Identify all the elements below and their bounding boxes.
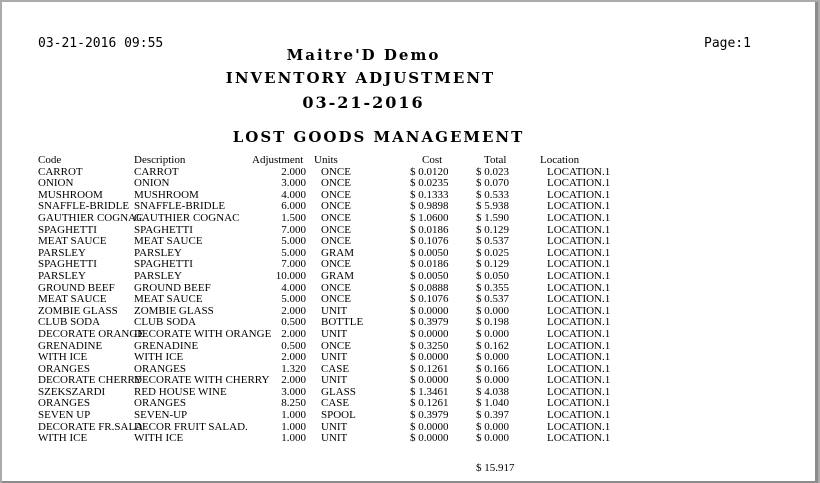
cell-code: PARSLEY: [38, 269, 86, 282]
cell-description: CARROT: [134, 165, 179, 178]
cell-description: PARSLEY: [134, 246, 182, 259]
cell-adjustment: 3.000: [281, 177, 306, 190]
report-date: 03-21-2016: [302, 93, 425, 112]
cell-code: GRENADINE: [38, 339, 103, 352]
cell-adjustment: 4.000: [281, 188, 306, 201]
cell-code: MEAT SAUCE: [38, 293, 107, 306]
cell-location: LOCATION.1: [547, 258, 611, 271]
cell-cost: $ 0.0000: [410, 327, 449, 340]
cell-cost: $ 0.3250: [410, 339, 449, 352]
cell-units: ONCE: [321, 188, 351, 201]
cell-location: LOCATION.1: [547, 235, 611, 248]
cell-code: MEAT SAUCE: [38, 235, 107, 248]
cell-description: RED HOUSE WINE: [134, 385, 227, 398]
page-number: Page:1: [704, 36, 751, 51]
cell-cost: $ 0.1076: [410, 293, 449, 306]
cell-location: LOCATION.1: [547, 223, 611, 236]
cell-location: LOCATION.1: [547, 374, 611, 387]
cell-units: UNIT: [321, 351, 348, 364]
cell-location: LOCATION.1: [547, 269, 611, 282]
cell-total: $ 0.533: [476, 188, 509, 201]
cell-location: LOCATION.1: [547, 432, 611, 445]
cell-adjustment: 7.000: [281, 258, 306, 271]
cell-total: $ 0.162: [476, 339, 509, 352]
cell-location: LOCATION.1: [547, 211, 611, 224]
report-datetime: 03-21-2016 09:55: [38, 36, 164, 51]
cell-cost: $ 1.3461: [410, 385, 449, 398]
cell-description: DECOR FRUIT SALAD.: [134, 420, 248, 433]
cell-adjustment: 1.000: [281, 432, 306, 445]
cell-total: $ 5.938: [476, 200, 509, 213]
cell-location: LOCATION.1: [547, 351, 611, 364]
cell-adjustment: 1.320: [281, 362, 306, 375]
cell-total: $ 4.038: [476, 385, 509, 398]
cell-units: ONCE: [321, 200, 351, 213]
cell-adjustment: 7.000: [281, 223, 306, 236]
cell-location: LOCATION.1: [547, 246, 611, 259]
cell-adjustment: 6.000: [281, 200, 306, 213]
cell-location: LOCATION.1: [547, 165, 611, 178]
report-page: [2, 2, 818, 483]
cell-adjustment: 0.500: [281, 316, 306, 329]
cell-code: ONION: [38, 177, 74, 190]
cell-total: $ 0.198: [476, 316, 509, 329]
cell-location: LOCATION.1: [547, 362, 611, 375]
cell-adjustment: 10.000: [275, 269, 306, 282]
cell-adjustment: 1.500: [281, 211, 306, 224]
cell-units: ONCE: [321, 223, 351, 236]
cell-description: GRENADINE: [134, 339, 199, 352]
cell-total: $ 1.590: [476, 211, 509, 224]
column-header-description: Description: [134, 154, 186, 166]
cell-units: ONCE: [321, 281, 351, 294]
cell-cost: $ 0.0000: [410, 432, 449, 445]
report-title: INVENTORY ADJUSTMENT: [225, 69, 496, 87]
cell-adjustment: 1.000: [281, 409, 306, 422]
cell-units: ONCE: [321, 339, 351, 352]
cell-units: ONCE: [321, 177, 351, 190]
cell-total: $ 0.000: [476, 327, 509, 340]
cell-adjustment: 0.500: [281, 339, 306, 352]
column-header-code: Code: [38, 154, 62, 166]
column-header-cost: Cost: [422, 154, 443, 166]
cell-cost: $ 0.1261: [410, 362, 449, 375]
cell-adjustment: 5.000: [281, 246, 306, 259]
cell-code: WITH ICE: [38, 432, 88, 445]
cell-total: $ 0.000: [476, 374, 509, 387]
cell-code: ZOMBIE GLASS: [38, 304, 118, 317]
cell-code: GROUND BEEF: [38, 281, 115, 294]
cell-description: WITH ICE: [134, 351, 184, 364]
cell-adjustment: 1.000: [281, 420, 306, 433]
cell-total: $ 0.000: [476, 351, 509, 364]
cell-description: SNAFFLE-BRIDLE: [134, 200, 226, 213]
column-header-total: Total: [484, 154, 507, 166]
cell-code: ORANGES: [38, 362, 90, 375]
cell-total: $ 0.000: [476, 432, 509, 445]
cell-total: $ 0.025: [476, 246, 509, 259]
cell-location: LOCATION.1: [547, 409, 611, 422]
cell-cost: $ 0.0186: [410, 258, 449, 271]
cell-total: $ 1.040: [476, 397, 509, 410]
cell-adjustment: 2.000: [281, 165, 306, 178]
cell-total: $ 0.050: [476, 269, 509, 282]
cell-code: SZEKSZARDI: [38, 385, 106, 398]
cell-location: LOCATION.1: [547, 177, 611, 190]
cell-description: DECORATE WITH CHERRY: [134, 374, 270, 387]
cell-total: $ 0.000: [476, 304, 509, 317]
cell-total: $ 0.537: [476, 235, 509, 248]
cell-adjustment: 2.000: [281, 304, 306, 317]
cell-units: ONCE: [321, 211, 351, 224]
cell-description: ORANGES: [134, 397, 186, 410]
cell-description: WITH ICE: [134, 432, 184, 445]
cell-cost: $ 0.0050: [410, 269, 449, 282]
cell-code: WITH ICE: [38, 351, 88, 364]
cell-location: LOCATION.1: [547, 200, 611, 213]
cell-adjustment: 2.000: [281, 351, 306, 364]
cell-units: ONCE: [321, 293, 351, 306]
cell-cost: $ 0.1333: [410, 188, 449, 201]
cell-cost: $ 0.0050: [410, 246, 449, 259]
cell-total: $ 0.129: [476, 258, 509, 271]
column-header-units: Units: [314, 154, 338, 166]
cell-cost: $ 0.0235: [410, 177, 449, 190]
cell-cost: $ 0.0888: [410, 281, 449, 294]
cell-total: $ 0.355: [476, 281, 509, 294]
cell-total: $ 0.129: [476, 223, 509, 236]
cell-description: SPAGHETTI: [134, 258, 193, 271]
cell-location: LOCATION.1: [547, 420, 611, 433]
cell-description: GROUND BEEF: [134, 281, 211, 294]
cell-description: ORANGES: [134, 362, 186, 375]
cell-code: ORANGES: [38, 397, 90, 410]
cell-units: CASE: [321, 397, 350, 410]
cell-cost: $ 0.0000: [410, 304, 449, 317]
cell-adjustment: 2.000: [281, 374, 306, 387]
cell-adjustment: 3.000: [281, 385, 306, 398]
cell-location: LOCATION.1: [547, 188, 611, 201]
cell-units: BOTTLE: [321, 316, 364, 329]
cell-units: ONCE: [321, 258, 351, 271]
cell-location: LOCATION.1: [547, 385, 611, 398]
cell-code: SNAFFLE-BRIDLE: [38, 200, 130, 213]
cell-description: SPAGHETTI: [134, 223, 193, 236]
cell-code: DECORATE FR.SALA: [38, 420, 144, 433]
cell-code: SPAGHETTI: [38, 223, 97, 236]
cell-code: SPAGHETTI: [38, 258, 97, 271]
cell-cost: $ 0.9898: [410, 200, 449, 213]
cell-total: $ 0.023: [476, 165, 509, 178]
cell-code: CLUB SODA: [38, 316, 101, 329]
cell-total: $ 0.070: [476, 177, 509, 190]
cell-cost: $ 0.0186: [410, 223, 449, 236]
cell-description: GAUTHIER COGNAC: [134, 211, 240, 224]
cell-code: DECORATE CHERRY: [38, 374, 143, 387]
cell-code: GAUTHIER COGNAC: [38, 211, 144, 224]
cell-description: MUSHROOM: [134, 188, 199, 201]
section-title: LOST GOODS MANAGEMENT: [232, 128, 525, 146]
grand-total: $ 15.917: [476, 462, 515, 474]
cell-units: SPOOL: [321, 409, 356, 422]
cell-adjustment: 8.250: [281, 397, 306, 410]
cell-cost: $ 0.0000: [410, 374, 449, 387]
cell-location: LOCATION.1: [547, 316, 611, 329]
cell-location: LOCATION.1: [547, 397, 611, 410]
cell-adjustment: 5.000: [281, 235, 306, 248]
cell-total: $ 0.000: [476, 420, 509, 433]
cell-units: UNIT: [321, 432, 348, 445]
cell-description: MEAT SAUCE: [134, 293, 203, 306]
cell-units: UNIT: [321, 374, 348, 387]
cell-total: $ 0.397: [476, 409, 509, 422]
cell-adjustment: 4.000: [281, 281, 306, 294]
cell-cost: $ 0.3979: [410, 316, 449, 329]
cell-cost: $ 0.0000: [410, 420, 449, 433]
cell-code: DECORATE ORANGE: [38, 327, 145, 340]
cell-units: UNIT: [321, 327, 348, 340]
cell-cost: $ 0.0000: [410, 351, 449, 364]
cell-location: LOCATION.1: [547, 293, 611, 306]
cell-cost: $ 0.1076: [410, 235, 449, 248]
cell-description: MEAT SAUCE: [134, 235, 203, 248]
cell-adjustment: 5.000: [281, 293, 306, 306]
company-name: Maitre'D Demo: [286, 46, 441, 64]
cell-code: MUSHROOM: [38, 188, 103, 201]
cell-cost: $ 1.0600: [410, 211, 449, 224]
cell-description: ZOMBIE GLASS: [134, 304, 214, 317]
cell-units: GRAM: [321, 269, 355, 282]
cell-units: GRAM: [321, 246, 355, 259]
cell-cost: $ 0.1261: [410, 397, 449, 410]
cell-units: CASE: [321, 362, 350, 375]
cell-description: PARSLEY: [134, 269, 182, 282]
cell-code: CARROT: [38, 165, 83, 178]
column-header-location: Location: [540, 154, 580, 166]
cell-units: ONCE: [321, 165, 351, 178]
cell-location: LOCATION.1: [547, 327, 611, 340]
cell-description: CLUB SODA: [134, 316, 197, 329]
column-header-adjustment: Adjustment: [252, 154, 304, 166]
cell-adjustment: 2.000: [281, 327, 306, 340]
cell-units: UNIT: [321, 304, 348, 317]
cell-description: SEVEN-UP: [134, 409, 188, 422]
cell-total: $ 0.537: [476, 293, 509, 306]
cell-location: LOCATION.1: [547, 281, 611, 294]
cell-location: LOCATION.1: [547, 304, 611, 317]
cell-cost: $ 0.0120: [410, 165, 449, 178]
cell-code: SEVEN UP: [38, 409, 91, 422]
cell-cost: $ 0.3979: [410, 409, 449, 422]
cell-description: DECORATE WITH ORANGE: [134, 327, 272, 340]
cell-location: LOCATION.1: [547, 339, 611, 352]
cell-description: ONION: [134, 177, 170, 190]
cell-units: UNIT: [321, 420, 348, 433]
cell-units: GLASS: [321, 385, 356, 398]
cell-code: PARSLEY: [38, 246, 86, 259]
cell-total: $ 0.166: [476, 362, 509, 375]
cell-units: ONCE: [321, 235, 351, 248]
